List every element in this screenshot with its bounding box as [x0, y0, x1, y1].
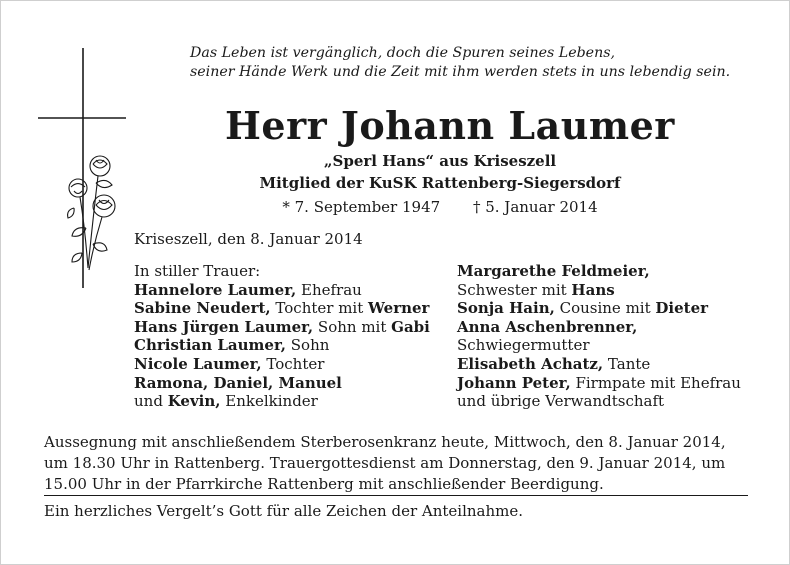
mourner-line: Christian Laumer, Sohn [134, 336, 330, 355]
mourner-line: Hannelore Laumer, Ehefrau [134, 280, 362, 299]
mourners-left-column [134, 262, 430, 411]
mourner-line: Elisabeth Achatz, Tante [457, 354, 651, 373]
mourner-line: und Kevin, Enkelkinder [134, 392, 318, 411]
thanks-line: Ein herzliches Vergelt’s Gott für alle Zeichen der Anteilnahme. [44, 502, 524, 520]
membership-line: Mitglied der KuSK Rattenberg-Siegersdorf [259, 174, 621, 192]
epitaph-quote [190, 44, 760, 82]
funeral-line-2: um 18.30 Uhr in Rattenberg. Trauergottesdienst am Donnerstag, den 9. Januar 2014, um [44, 454, 726, 473]
deceased-name: Herr Johann Laumer [225, 103, 675, 148]
nickname-line: „Sperl Hans“ aus Kriseszell [323, 152, 557, 170]
cross-with-roses-icon [38, 48, 138, 288]
mourner-line: In stiller Trauer: [134, 262, 261, 280]
mourner-line: Johann Peter, Firmpate mit Ehefrau [457, 373, 741, 392]
quote-line-2: seiner Hände Werk und die Zeit mit ihm werden stets in uns lebendig sein. [190, 64, 731, 80]
divider [44, 495, 748, 496]
mourner-line: Sabine Neudert, Tochter mit Werner [134, 299, 430, 318]
place-date: Kriseszell, den 8. Januar 2014 [134, 230, 363, 248]
birth-date: * 7. September 1947 [282, 198, 441, 216]
mourner-line: Hans Jürgen Laumer, Sohn mit Gabi [134, 317, 430, 336]
mourner-line: Ramona, Daniel, Manuel [134, 373, 342, 392]
mourner-line: und übrige Verwandtschaft [457, 392, 665, 411]
mourners-right-column [457, 262, 741, 411]
funeral-line-1: Aussegnung mit anschließendem Sterberosenkranz heute, Mittwoch, den 8. Januar 2014, [44, 433, 726, 451]
mourner-line: Sonja Hain, Cousine mit Dieter [457, 299, 709, 318]
mourner-line: Margarethe Feldmeier, [457, 262, 650, 280]
mourner-line: Nicole Laumer, Tochter [134, 354, 325, 373]
life-dates [230, 196, 650, 218]
mourner-line: Schwester mit Hans [457, 280, 615, 299]
funeral-details [44, 432, 756, 496]
quote-line-1: Das Leben ist vergänglich, doch die Spuren seines Lebens, [190, 45, 615, 61]
funeral-line-3: 15.00 Uhr in der Pfarrkirche Rattenberg mit anschließender Beerdigung. [44, 475, 604, 494]
mourner-line: Schwiegermutter [457, 336, 590, 355]
death-date: † 5. Januar 2014 [472, 198, 598, 216]
mourner-line: Anna Aschenbrenner, [457, 317, 638, 336]
